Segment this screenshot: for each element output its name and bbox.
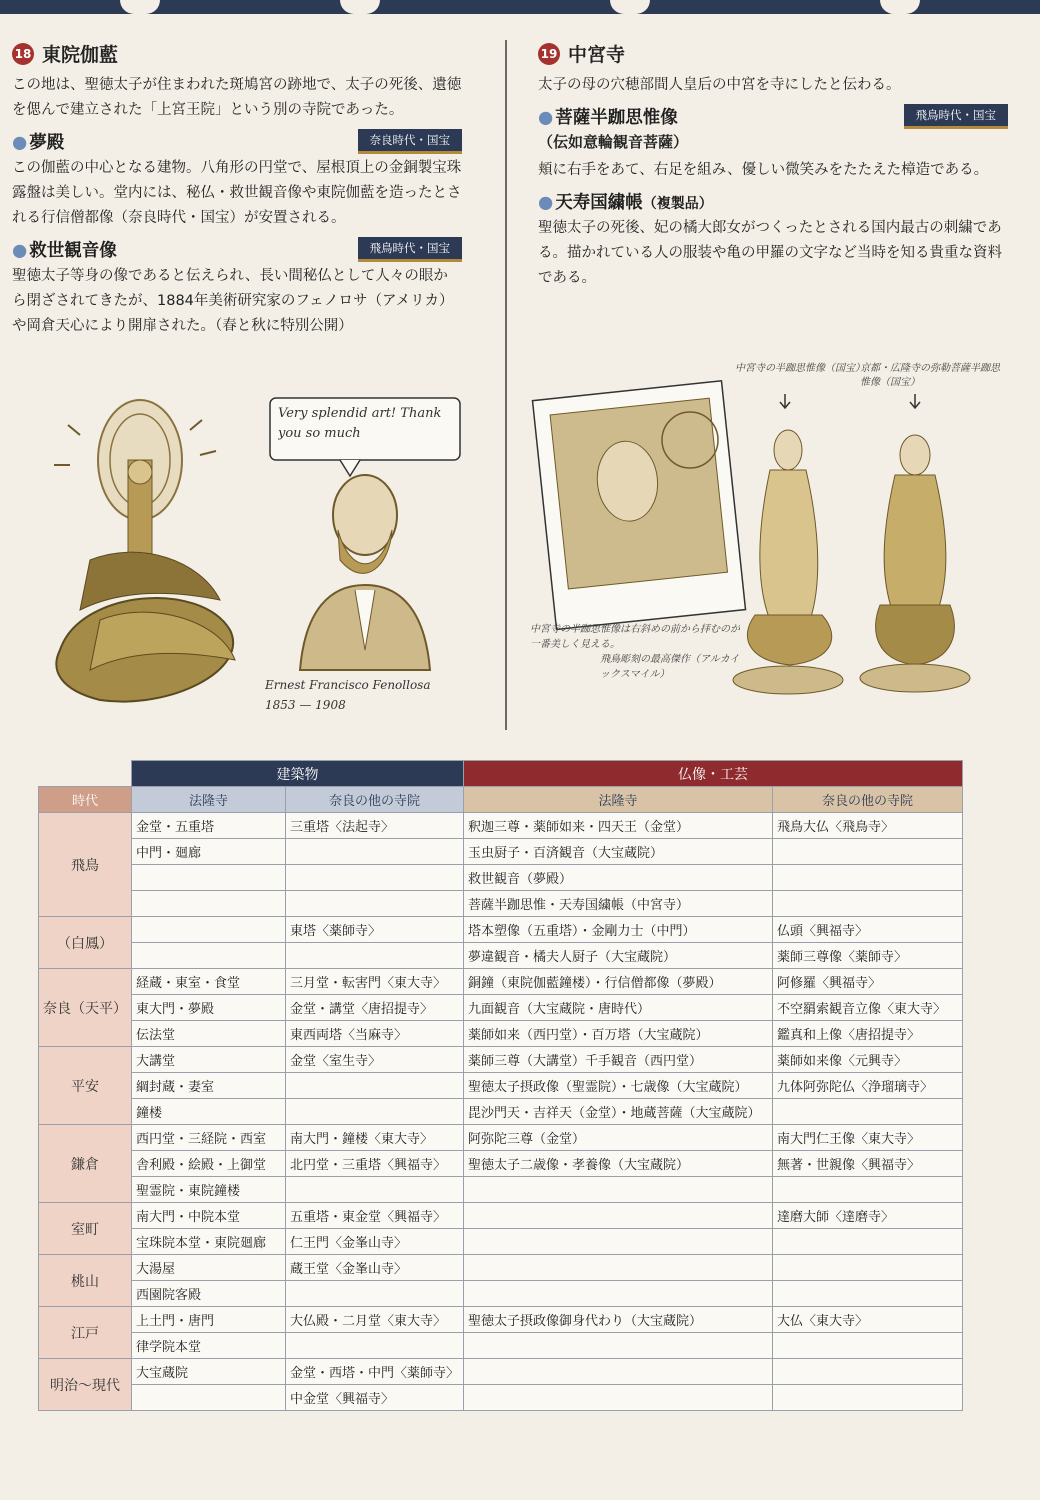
table-cell (773, 839, 963, 865)
column-header-other-art: 奈良の他の寺院 (773, 787, 963, 813)
subheading-alias: （伝如意輪観音菩薩） (538, 133, 689, 151)
table-row (39, 1125, 963, 1151)
table-row (39, 813, 963, 839)
table-cell (773, 865, 963, 891)
table-cell: 蔵王堂〈金峯山寺〉 (286, 1255, 464, 1281)
table-cell: 西円堂・三経院・西室 (132, 1125, 286, 1151)
table-row (39, 1021, 963, 1047)
section-title-text: 中宮寺 (568, 44, 626, 66)
era-cell: 飛鳥 (39, 813, 132, 917)
table-cell: 大仏殿・二月堂〈東大寺〉 (286, 1307, 464, 1333)
section-chuguji (538, 40, 1008, 297)
intro-text: 太子の母の穴穂部間人皇后の中宮を寺にしたと伝わる。 (538, 77, 901, 93)
kuse-text: 聖徳太子等身の像であると伝えられ、長い間秘仏として人々の眼から閉ざされてきたが、1884年美術研究家のフェノロサ（アメリカ）や岡倉天心により開扉された。（春と秋に特別公開） (12, 268, 454, 334)
table-cell (773, 1385, 963, 1411)
table-cell: 薬師三尊（大講堂）千手観音（西円堂） (464, 1047, 773, 1073)
table-cell: 上土門・唐門 (132, 1307, 286, 1333)
speech-text: Very splendid art! Thank you so much (278, 406, 442, 441)
table-cell: 南大門仁王像〈東大寺〉 (773, 1125, 963, 1151)
table-cell (286, 839, 464, 865)
kannon-statue-drawing (54, 400, 235, 702)
table-cell: 救世観音（夢殿） (464, 865, 773, 891)
table-cell (464, 1229, 773, 1255)
table-cell: 経蔵・東室・食堂 (132, 969, 286, 995)
table-cell (464, 1359, 773, 1385)
table-row (39, 1151, 963, 1177)
period-badge: 飛鳥時代・国宝 (904, 104, 1009, 129)
table-cell: 東西両塔〈当麻寺〉 (286, 1021, 464, 1047)
tenju-text: 聖徳太子の死後、妃の橘大郎女がつくったとされる国内最古の刺繍である。描かれている人の服装や亀の甲羅の文字など当時を知る貴重な資料である。 (538, 220, 1002, 286)
table-cell (132, 1385, 286, 1411)
chuguji-statue-drawing (733, 430, 843, 694)
bullet-dot-icon: ● (538, 108, 554, 128)
table-cell: 飛鳥大仏〈飛鳥寺〉 (773, 813, 963, 839)
table-row (39, 865, 963, 891)
table-row (39, 839, 963, 865)
subheading-name: 菩薩半跏思惟像 (555, 108, 678, 128)
table-cell: 鑑真和上像〈唐招提寺〉 (773, 1021, 963, 1047)
table-row (39, 969, 963, 995)
top-decorative-band (0, 0, 1040, 14)
table-cell: 夢違観音・橘夫人厨子（大宝蔵院） (464, 943, 773, 969)
era-cell: （白鳳） (39, 917, 132, 969)
era-cell: 明治〜現代 (39, 1359, 132, 1411)
table-cell: 三重塔〈法起寺〉 (286, 813, 464, 839)
table-cell: 南大門・中院本堂 (132, 1203, 286, 1229)
table-cell (773, 1099, 963, 1125)
table-cell: 金堂・五重塔 (132, 813, 286, 839)
table-cell (464, 1177, 773, 1203)
illustration-kuse-kannon-fenollosa (20, 390, 490, 730)
table-row (39, 995, 963, 1021)
koryuji-statue-drawing (860, 435, 970, 692)
subheading-yumedono (12, 129, 462, 154)
period-badge: 奈良時代・国宝 (358, 129, 463, 154)
group-header-architecture: 建築物 (132, 761, 464, 787)
era-timeline-table (38, 760, 963, 1411)
table-row (39, 1359, 963, 1385)
speech-bubble (270, 398, 460, 476)
table-row (39, 1229, 963, 1255)
table-cell: 菩薩半跏思惟・天寿国繍帳（中宮寺） (464, 891, 773, 917)
table-cell (132, 917, 286, 943)
era-cell: 江戸 (39, 1307, 132, 1359)
table-cell: 大講堂 (132, 1047, 286, 1073)
era-cell: 桃山 (39, 1255, 132, 1307)
column-header-horyuji-art: 法隆寺 (464, 787, 773, 813)
table-cell: 釈迦三尊・薬師如来・四天王（金堂） (464, 813, 773, 839)
photo-frame-drawing (533, 381, 746, 630)
era-cell: 室町 (39, 1203, 132, 1255)
table-cell: 無著・世親像〈興福寺〉 (773, 1151, 963, 1177)
table-cell (286, 1177, 464, 1203)
table-cell: 阿修羅〈興福寺〉 (773, 969, 963, 995)
table-cell: 東大門・夢殿 (132, 995, 286, 1021)
section-title-text: 東院伽藍 (42, 44, 119, 66)
fenollosa-portrait-drawing (300, 475, 430, 670)
table-cell (464, 1203, 773, 1229)
table-cell (773, 1359, 963, 1385)
table-cell (464, 1255, 773, 1281)
table-cell (464, 1333, 773, 1359)
period-badge: 飛鳥時代・国宝 (358, 237, 463, 262)
table-cell: 阿弥陀三尊（金堂） (464, 1125, 773, 1151)
table-cell: 薬師三尊像〈薬師寺〉 (773, 943, 963, 969)
subheading-suffix: （複製品） (642, 196, 713, 212)
bullet-dot-icon: ● (12, 241, 28, 261)
table-cell (773, 891, 963, 917)
table-cell: 玉虫厨子・百済観音（大宝蔵院） (464, 839, 773, 865)
subheading-kuse-kannon (12, 237, 462, 262)
table-cell: 金堂・講堂〈唐招提寺〉 (286, 995, 464, 1021)
table-cell: 九面観音（大宝蔵院・唐時代） (464, 995, 773, 1021)
table-cell: 仏頭〈興福寺〉 (773, 917, 963, 943)
section-number: 19 (538, 43, 560, 65)
era-cell: 鎌倉 (39, 1125, 132, 1203)
table-cell: 北円堂・三重塔〈興福寺〉 (286, 1151, 464, 1177)
table-cell (132, 865, 286, 891)
table-cell: 五重塔・東金堂〈興福寺〉 (286, 1203, 464, 1229)
table-cell: 西園院客殿 (132, 1281, 286, 1307)
table-body (39, 813, 963, 1411)
column-header-horyuji-arch: 法隆寺 (132, 787, 286, 813)
table-cell: 塔本塑像（五重塔）・金剛力士（中門） (464, 917, 773, 943)
table-cell: 金堂〈室生寺〉 (286, 1047, 464, 1073)
column-divider (505, 40, 507, 730)
group-header-buddhist-art: 仏像・工芸 (464, 761, 963, 787)
table-cell: 金堂・西塔・中門〈薬師寺〉 (286, 1359, 464, 1385)
fenollosa-years: 1853 — 1908 (265, 698, 346, 712)
bullet-dot-icon: ● (538, 193, 554, 213)
table-cell (286, 865, 464, 891)
era-cell: 平安 (39, 1047, 132, 1125)
table-row (39, 943, 963, 969)
table-cell (286, 891, 464, 917)
table-cell (286, 1073, 464, 1099)
fenollosa-signature: Ernest Francisco Fenollosa (265, 678, 431, 692)
table-cell (773, 1229, 963, 1255)
section-number: 18 (12, 43, 34, 65)
table-cell: 達磨大師〈達磨寺〉 (773, 1203, 963, 1229)
subheading-name: 夢殿 (29, 133, 65, 153)
subheading-name: 救世観音像 (29, 241, 117, 261)
table-row (39, 1333, 963, 1359)
table-row (39, 1047, 963, 1073)
table-cell: 大仏〈東大寺〉 (773, 1307, 963, 1333)
table-row (39, 1307, 963, 1333)
table-cell: 東塔〈薬師寺〉 (286, 917, 464, 943)
table-cell: 九体阿弥陀仏〈浄瑠璃寺〉 (773, 1073, 963, 1099)
table-cell: 南大門・鐘楼〈東大寺〉 (286, 1125, 464, 1151)
table-cell: 中金堂〈興福寺〉 (286, 1385, 464, 1411)
table-cell: 聖徳太子二歳像・孝養像（大宝蔵院） (464, 1151, 773, 1177)
table-cell (773, 1255, 963, 1281)
viewing-note: 中宮寺の半跏思惟像は右斜めの前から拝むのが一番美しく見える。 (530, 624, 740, 650)
table-row (39, 1255, 963, 1281)
table-cell: 薬師如来像〈元興寺〉 (773, 1047, 963, 1073)
table-cell (773, 1177, 963, 1203)
subheading-name: 天寿国繍帳 (555, 193, 643, 213)
section-title (538, 40, 1008, 67)
table-cell: 律学院本堂 (132, 1333, 286, 1359)
table-cell (773, 1333, 963, 1359)
table-row (39, 917, 963, 943)
table-cell: 銅鐘（東院伽藍鐘楼）・行信僧都像（夢殿） (464, 969, 773, 995)
table-row (39, 1281, 963, 1307)
column-header-other-arch: 奈良の他の寺院 (286, 787, 464, 813)
era-column-header: 時代 (39, 787, 132, 813)
section-toin-garan (12, 40, 462, 345)
bullet-dot-icon: ● (12, 133, 28, 153)
table-cell: 宝珠院本堂・東院廻廊 (132, 1229, 286, 1255)
table-cell: 聖霊院・東院鐘楼 (132, 1177, 286, 1203)
table-cell (286, 943, 464, 969)
table-cell: 中門・廻廊 (132, 839, 286, 865)
table-cell: 不空羂索観音立像〈東大寺〉 (773, 995, 963, 1021)
table-cell (773, 1281, 963, 1307)
table-row (39, 1099, 963, 1125)
table-cell (464, 1281, 773, 1307)
yumedono-text: この伽藍の中心となる建物。八角形の円堂で、屋根頂上の金銅製宝珠露盤は美しい。堂内には、秘仏・救世観音像や東院伽藍を造ったとされる行信僧都像（奈良時代・国宝）が安置される。 (12, 160, 462, 226)
table-cell: 伝法堂 (132, 1021, 286, 1047)
table-cell (286, 1333, 464, 1359)
table-row (39, 1177, 963, 1203)
table-cell: 大湯屋 (132, 1255, 286, 1281)
table-cell: 聖徳太子摂政像御身代わり（大宝蔵院） (464, 1307, 773, 1333)
table-cell: 綱封蔵・妻室 (132, 1073, 286, 1099)
era-cell: 奈良（天平） (39, 969, 132, 1047)
table-cell (286, 1281, 464, 1307)
archaic-smile-note: 飛鳥彫刻の最高傑作（アルカイックスマイル） (600, 654, 740, 680)
intro-text: この地は、聖徳太子が住まわれた斑鳩宮の跡地で、太子の死後、遺徳を偲んで建立された「上宮王院」という別の寺院であった。 (12, 77, 462, 118)
illustration-bosatsu-statues (530, 360, 1010, 730)
table-cell: 鐘楼 (132, 1099, 286, 1125)
table-cell: 聖徳太子摂政像（聖霊院）・七歳像（大宝蔵院） (464, 1073, 773, 1099)
statue-label-koryuji: 京都・広隆寺の弥勒菩薩半跏思惟像（国宝） (860, 363, 1000, 388)
bosatsu-text: 頬に右手をあて、右足を組み、優しい微笑みをたたえた樟造である。 (538, 162, 989, 178)
subheading-tenjukoku (538, 189, 1008, 214)
table-cell: 薬師如来（西円堂）・百万塔（大宝蔵院） (464, 1021, 773, 1047)
section-title (12, 40, 462, 67)
table-cell: 毘沙門天・吉祥天（金堂）・地蔵菩薩（大宝蔵院） (464, 1099, 773, 1125)
table-cell (286, 1099, 464, 1125)
statue-label-chuguji: 中宮寺の半跏思惟像（国宝） (735, 363, 865, 374)
table-cell: 三月堂・転害門〈東大寺〉 (286, 969, 464, 995)
table-row (39, 891, 963, 917)
subheading-bosatsu (538, 104, 1008, 129)
table-cell: 仁王門〈金峯山寺〉 (286, 1229, 464, 1255)
table-cell (464, 1385, 773, 1411)
table-cell: 舎利殿・絵殿・上御堂 (132, 1151, 286, 1177)
table-cell (132, 891, 286, 917)
table-row (39, 1203, 963, 1229)
table-row (39, 1073, 963, 1099)
table-cell: 大宝蔵院 (132, 1359, 286, 1385)
table-row (39, 1385, 963, 1411)
table-cell (132, 943, 286, 969)
